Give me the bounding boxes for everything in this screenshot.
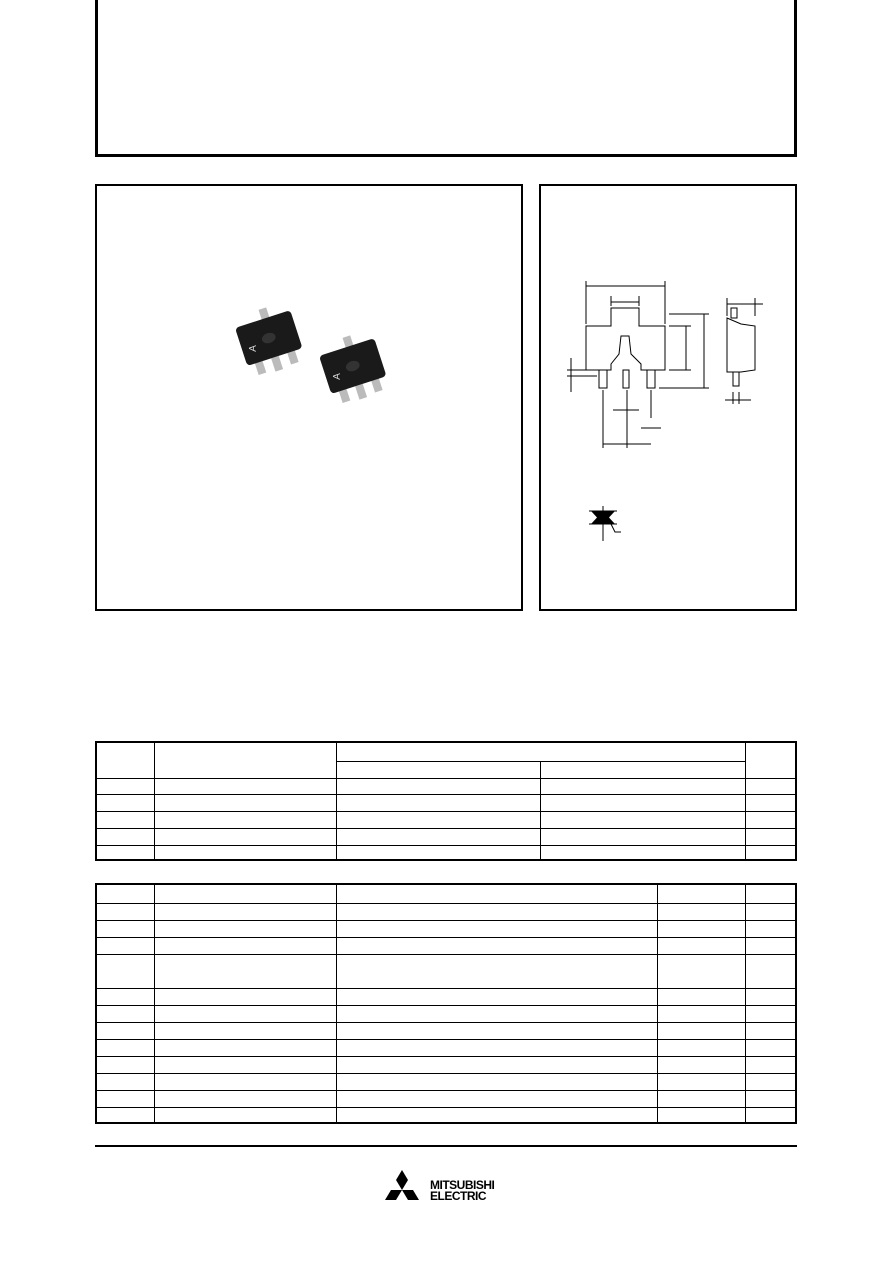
product-photo-panel — [95, 184, 523, 611]
table-row — [96, 954, 796, 988]
brand-line-1: MITSUBISHI — [430, 1178, 495, 1192]
table-row — [96, 988, 796, 1005]
outline-drawing — [541, 186, 795, 609]
footer-rule — [95, 1145, 797, 1147]
table-row — [96, 884, 796, 903]
maximum-ratings-table — [95, 741, 797, 861]
table-row — [96, 1039, 796, 1056]
outline-drawing-panel — [539, 184, 797, 611]
brand-name — [430, 1180, 494, 1202]
table-row — [96, 811, 796, 828]
svg-text:A: A — [247, 344, 260, 352]
triac-symbol-icon — [589, 506, 621, 541]
chip-right — [316, 329, 391, 408]
table-row — [96, 1073, 796, 1090]
characteristics-table — [95, 883, 797, 1124]
table-row — [96, 937, 796, 954]
chip-left — [232, 301, 307, 380]
product-photo — [97, 186, 521, 609]
table-row — [96, 778, 796, 794]
table-row — [96, 1005, 796, 1022]
table-row — [96, 903, 796, 920]
table-row — [96, 828, 796, 845]
table-row — [96, 1090, 796, 1107]
table-row — [96, 1056, 796, 1073]
svg-text:A: A — [331, 372, 344, 380]
datasheet-title-block — [95, 0, 797, 157]
table-row — [96, 1022, 796, 1039]
table-row — [96, 845, 796, 860]
table-row — [96, 1107, 796, 1123]
table-row — [96, 794, 796, 811]
table-row — [96, 742, 796, 761]
brand-line-2: ELECTRIC — [430, 1189, 486, 1203]
table-row — [96, 920, 796, 937]
